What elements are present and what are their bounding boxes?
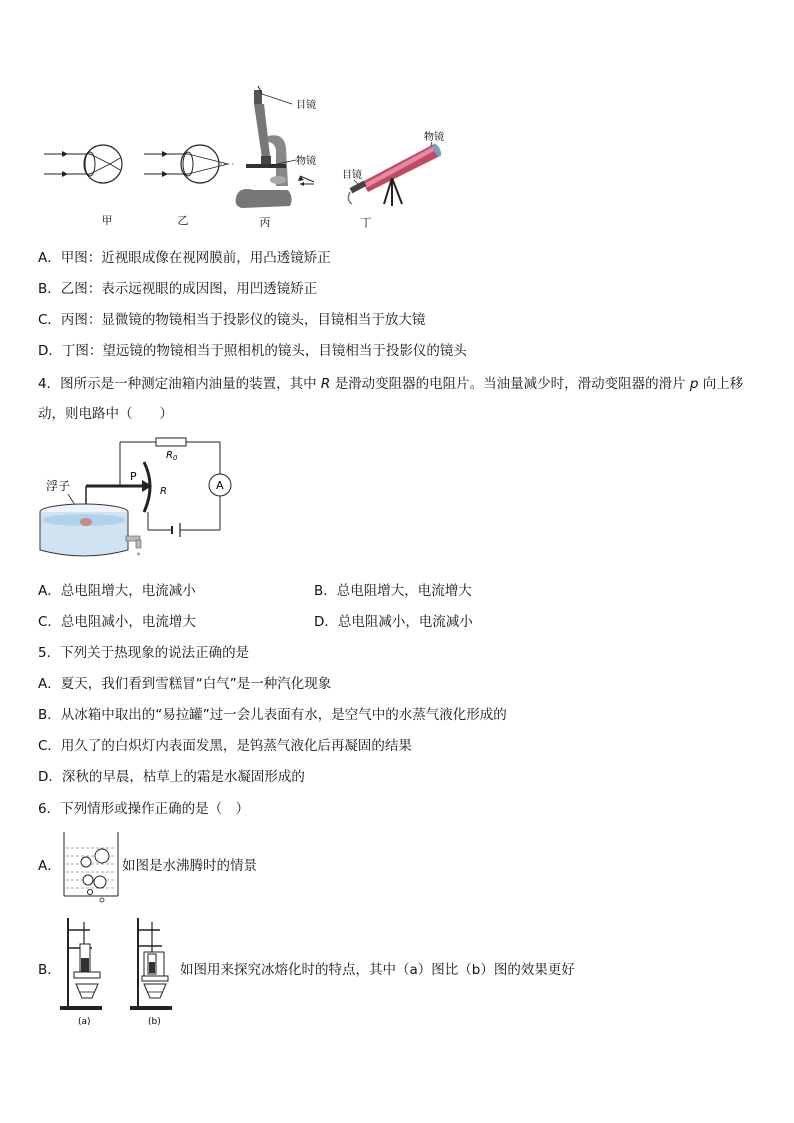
boiling-water-diagram [60,830,122,904]
label-yi: 乙 [177,214,189,227]
q6-option-a-text: 如图是水沸腾时的情景 [122,858,257,874]
q4-option-b: B．总电阻增大，电流增大 [314,583,472,599]
fig-b-label: (b) [148,1017,161,1027]
telescope-objective-label: 物镜 [424,132,444,143]
oil-tank-circuit-diagram [38,434,238,564]
q5-option-a: A．夏天，我们看到雪糕冒“白气”是一种汽化现象 [38,676,332,692]
q6-stem: 6．下列情形或操作正确的是（ ） [38,801,250,817]
r0-label: $R_0$ [166,450,178,462]
q4-option-c: C．总电阻减小，电流增大 [38,614,196,630]
label-jia: 甲 [101,214,113,227]
eye-diagram-jia [40,138,130,193]
q6-option-b-text: 如图用来探究冰熔化时的特点，其中（a）图比（b）图的效果更好 [180,962,575,978]
q5-option-b: B．从冰箱中取出的“易拉罐”过一会儿表面有水，是空气中的水蒸气液化形成的 [38,707,507,723]
fig-a-label: (a) [78,1017,91,1027]
q4-stem-line2: 动，则电路中（ ） [38,406,173,422]
q3-option-a: A．甲图：近视眼成像在视网膜前，用凸透镜矫正 [38,250,331,266]
q3-option-b: B．乙图：表示远视眼的成因图，用凹透镜矫正 [38,281,318,297]
microscope-objective-label: 物镜 [296,156,316,167]
ice-melting-apparatus-diagram [56,912,176,1032]
telescope-diagram [340,126,460,212]
telescope-eyepiece-label: 目镜 [342,170,362,181]
q4-stem-line1: 4．图所示是一种测定油箱内油量的装置，其中 R 是滑动变阻器的电阻片。当油量减少时，滑动变阻器的滑片 p 向上移 [38,376,744,392]
q6-option-a-letter: A． [38,858,61,874]
eye-diagram-yi [140,138,240,193]
q4-option-a: A．总电阻增大，电流减小 [38,583,196,599]
q3-option-d: D．丁图：望远镜的物镜相当于照相机的镜头，目镜相当于投影仪的镜头 [38,343,467,359]
ammeter-label: A [216,479,224,492]
label-bing: 丙 [259,216,271,229]
q5-option-d: D．深秋的早晨，枯草上的霜是水凝固形成的 [38,769,305,785]
microscope-eyepiece-label: 目镜 [296,100,316,111]
q3-option-c: C．丙图：显微镜的物镜相当于投影仪的镜头，目镜相当于放大镜 [38,312,426,328]
q5-option-c: C．用久了的白炽灯内表面发黑，是钨蒸气液化后再凝固的结果 [38,738,412,754]
microscope-diagram [228,86,338,216]
float-label: 浮子 [46,479,71,493]
q4-option-d: D．总电阻减小，电流减小 [314,614,473,630]
label-ding: 丁 [360,216,372,229]
q6-option-b-letter: B． [38,962,61,978]
q5-stem: 5．下列关于热现象的说法正确的是 [38,645,250,661]
r-label: R [160,486,167,497]
p-label: P [130,470,137,483]
